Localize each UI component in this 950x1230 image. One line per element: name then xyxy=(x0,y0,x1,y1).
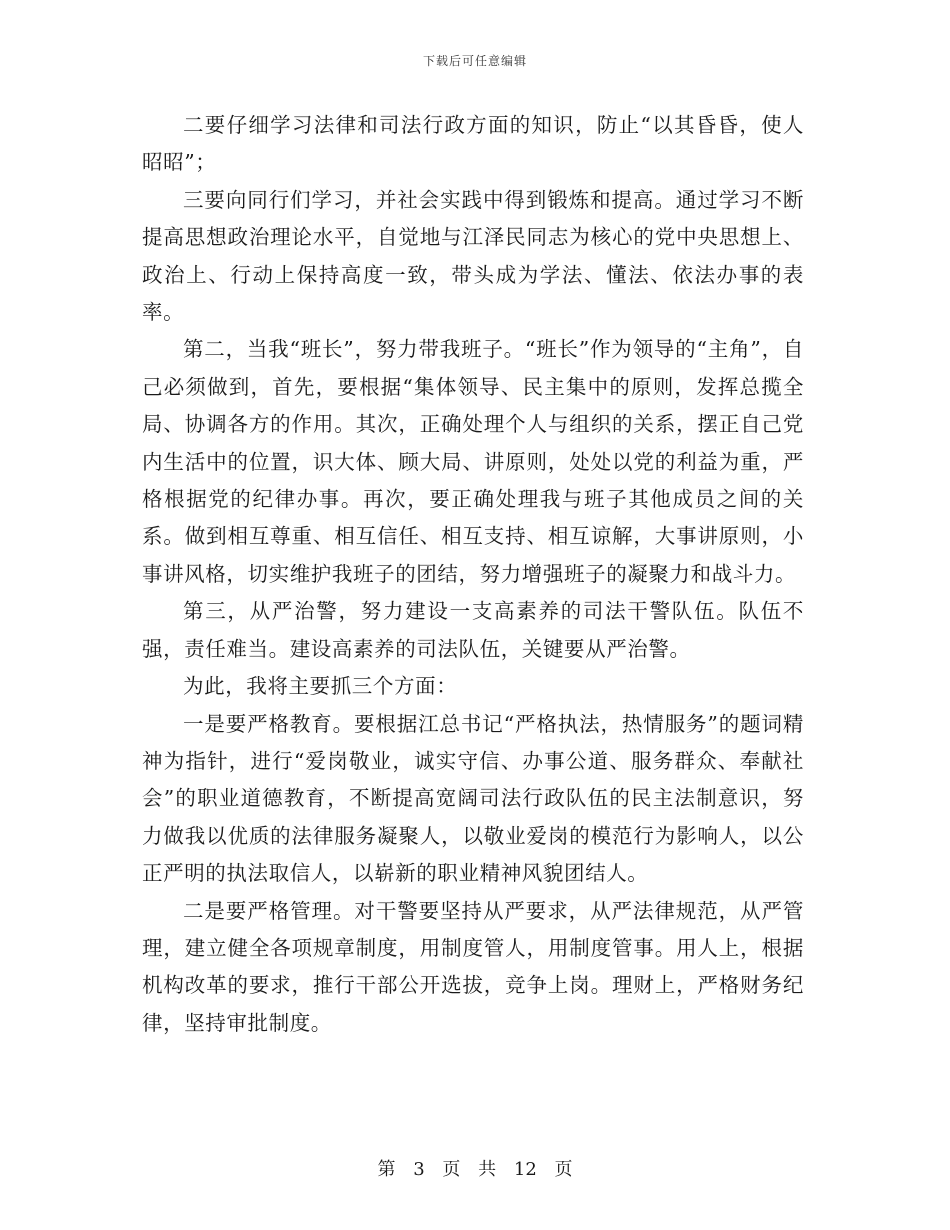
paragraph: 第二，当我“班长”，努力带我班子。“班长”作为领导的“主角”，自己必须做到，首先，要根据“集体领导、民主集中的原则，发挥总揽全局、协调各方的作用。其次，正确处理个人与组织的关系，摆正自己党内生活中的位置，识大体、顾大局、讲原则，处处以党的利益为重，严格根据党的纪律办事。再次，要正确处理我与班子其他成员之间的关系。做到相互尊重、相互信任、相互支持、相互谅解，大事讲原则，小事讲风格，切实维护我班子的团结，努力增强班子的凝聚力和战斗力。 xyxy=(142,337,804,586)
footer-prefix: 第 xyxy=(377,1159,396,1180)
paragraph: 一是要严格教育。要根据江总书记“严格执法，热情服务”的题词精神为指针，进行“爱岗敬业，诚实守信、办事公道、服务群众、奉献社会”的职业道德教育，不断提高宽阔司法行政队伍的民主法制意识，努力做我以优质的法律服务凝聚人，以敬业爱岗的模范行为影响人，以公正严明的执法取信人，以崭新的职业精神风貌团结人。 xyxy=(142,711,804,886)
page-header: 下载后可任意编辑 xyxy=(422,54,527,68)
paragraph: 第三，从严治警，努力建设一支高素养的司法干警队伍。队伍不强，责任难当。建设高素养的司法队伍，关键要从严治警。 xyxy=(142,599,804,661)
footer-suffix: 页 xyxy=(554,1159,573,1180)
footer-page-word: 页 xyxy=(442,1159,461,1180)
paragraph: 为此，我将主要抓三个方面： xyxy=(183,674,458,699)
page-number-footer xyxy=(0,1155,950,1181)
paragraph: 二是要严格管理。对干警要坚持从严要求，从严法律规范，从严管理，建立健全各项规章制度，用制度管人，用制度管事。用人上，根据机构改革的要求，推行干部公开选拔，竞争上岗。理财上，严格财务纪律，坚持审批制度。 xyxy=(142,898,804,1035)
paragraph: 三要向同行们学习，并社会实践中得到锻炼和提高。通过学习不断提高思想政治理论水平，自觉地与江泽民同志为核心的党中央思想上、政治上、行动上保持高度一致，带头成为学法、懂法、依法办事的表率。 xyxy=(142,187,804,325)
document-body xyxy=(142,107,804,1042)
current-page-number: 3 xyxy=(413,1159,425,1180)
footer-total-word: 共 xyxy=(478,1159,497,1180)
paragraph: 二要仔细学习法律和司法行政方面的知识，防止“以其昏昏，使人昭昭”； xyxy=(142,113,804,175)
total-page-count: 12 xyxy=(513,1159,537,1180)
